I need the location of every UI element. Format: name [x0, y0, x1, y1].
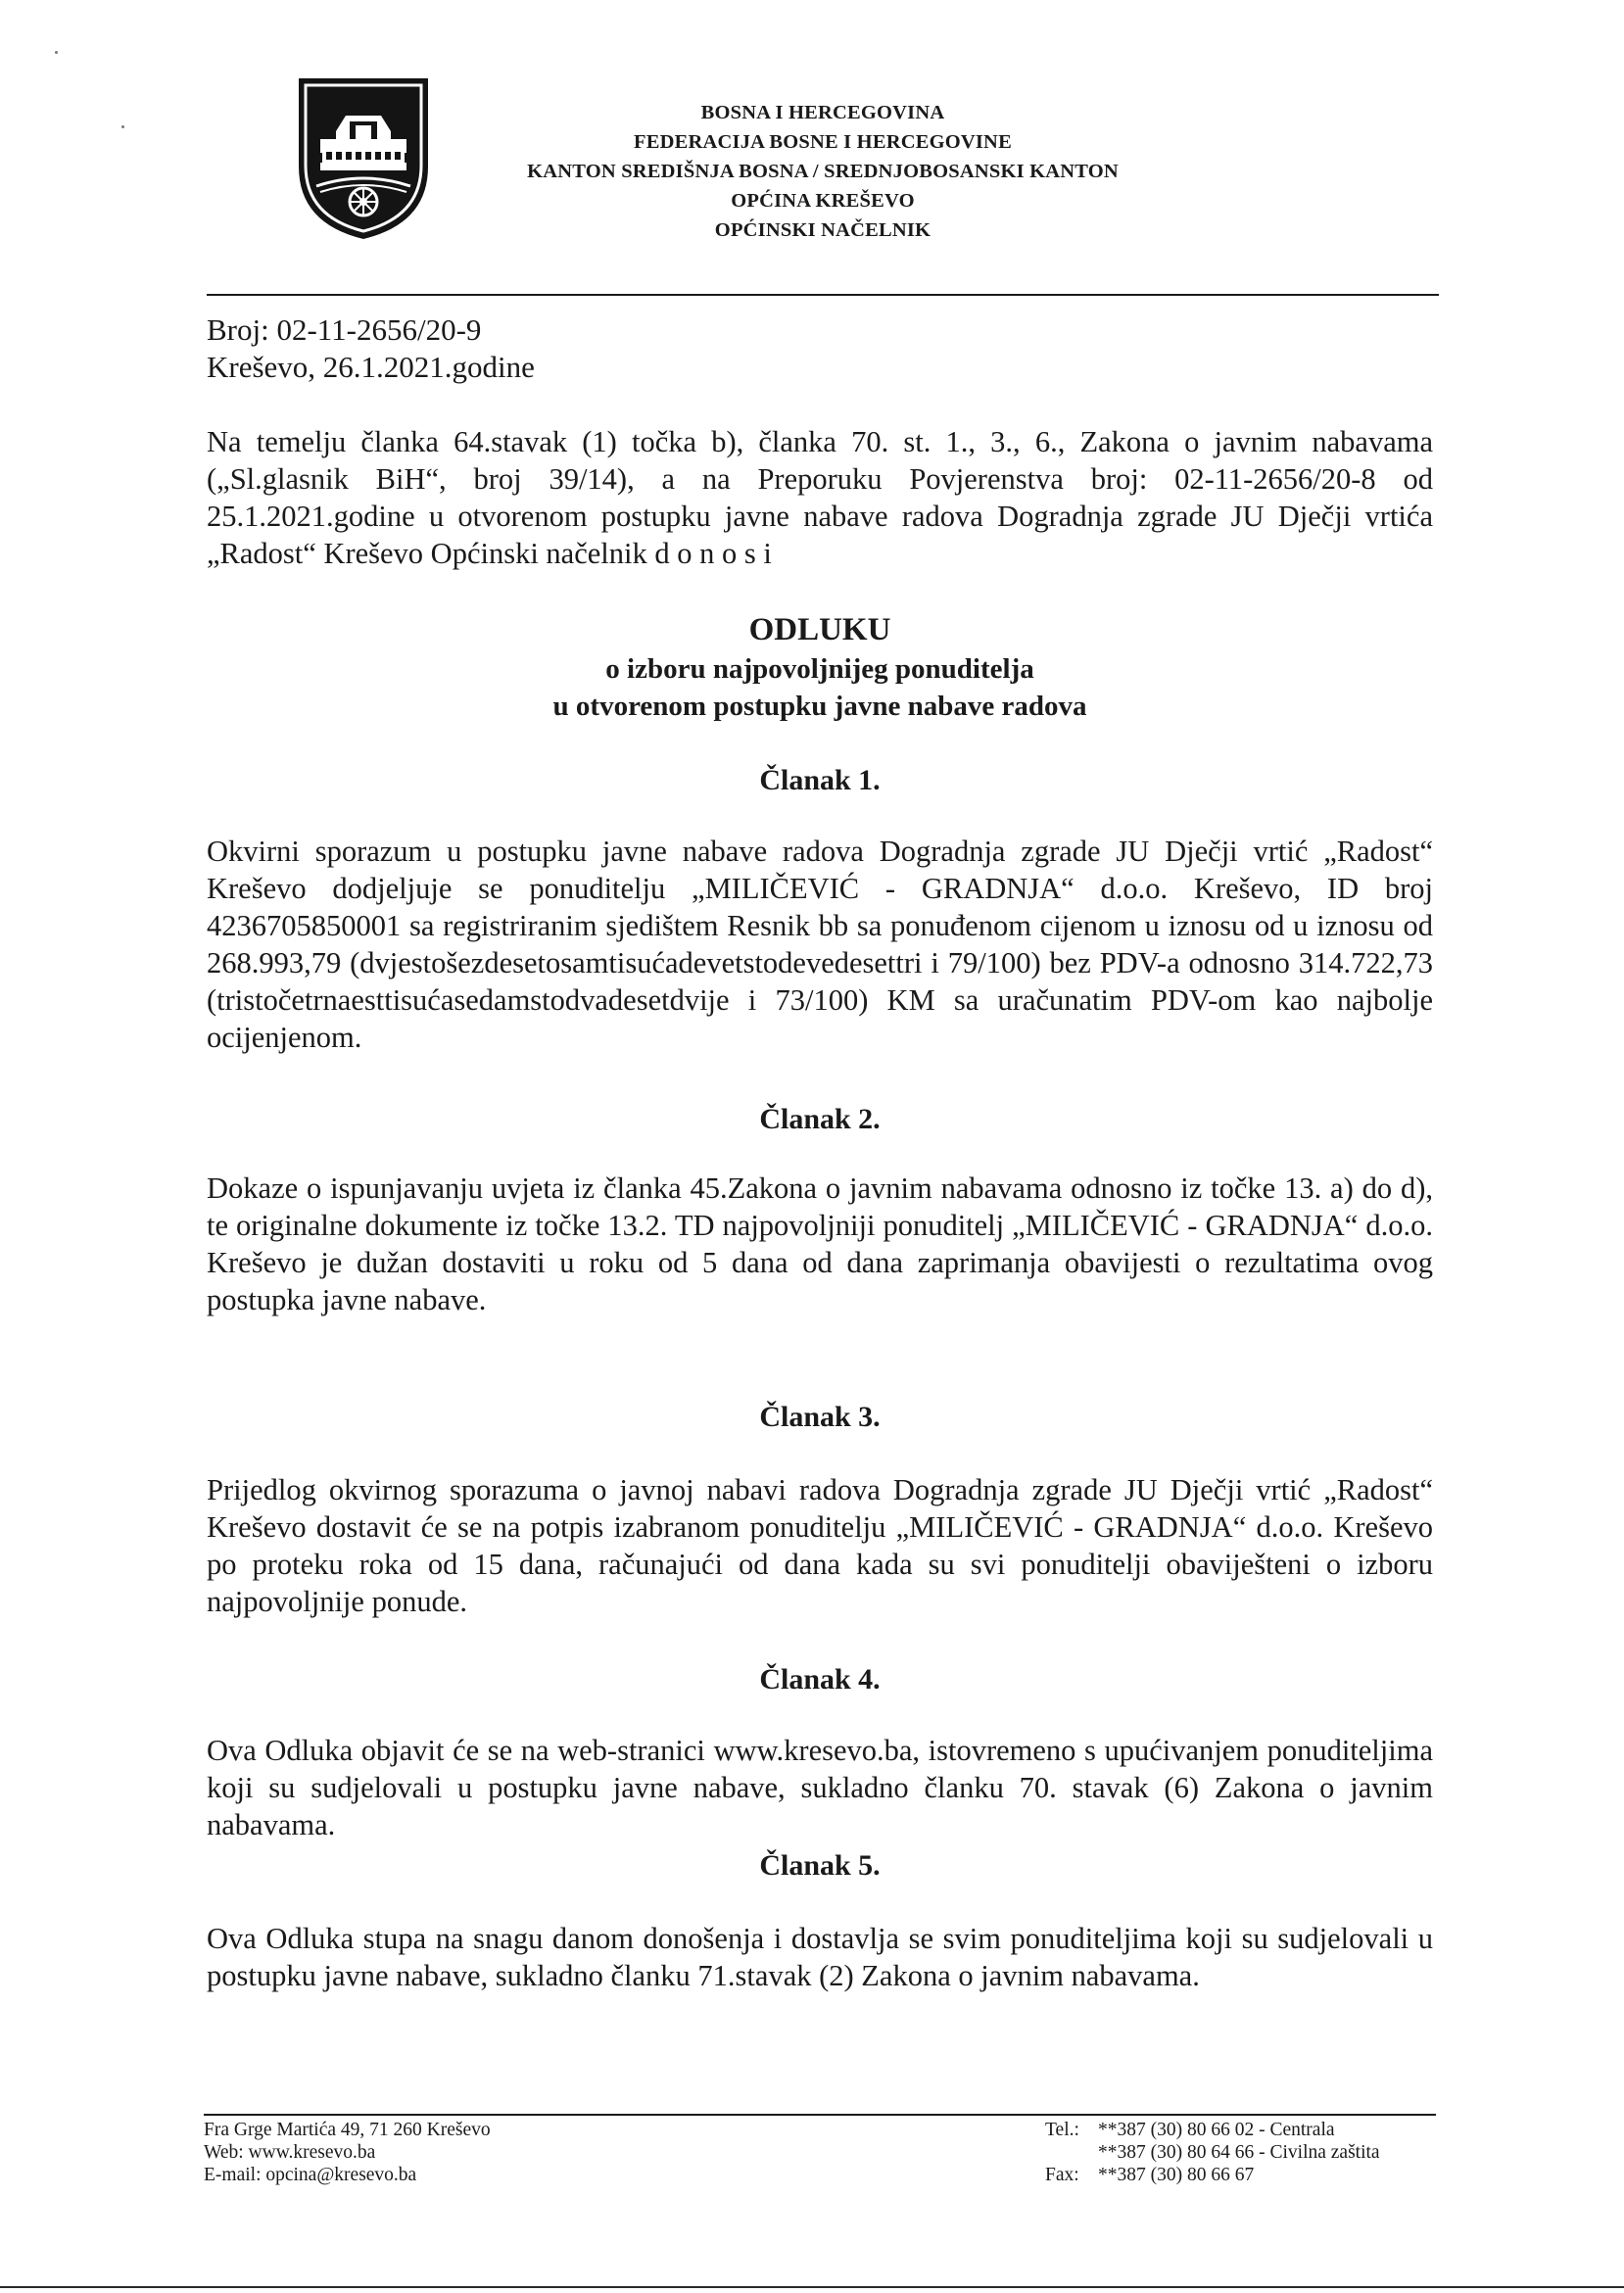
- article-heading: Članak 5.: [759, 1849, 881, 1882]
- letterhead-municipality: OPĆINA KREŠEVO: [731, 190, 915, 212]
- footer-spacer: [1045, 2141, 1094, 2164]
- letterhead-canton: KANTON SREDIŠNJA BOSNA / SREDNJOBOSANSKI KANTON: [527, 161, 1119, 182]
- article-heading: Članak 3.: [759, 1401, 881, 1433]
- footer-address: Fra Grge Martića 49, 71 260 Kreševo: [204, 2120, 491, 2140]
- preamble-paragraph: Na temelju članka 64.stavak (1) točka b), članka 70. st. 1., 3., 6., Zakona o javnim nabavama („Sl.glasnik BiH“, broj 39/14), a na Preporuku Povjerenstva broj: 02-11-2656/20-8 od 25.1.2021.godine u otvorenom postupku javne nabave radova Dogradnja zgrade JU Dječji vrtića „Radost“ Kreševo Općinski načelnik d o n o s i: [207, 425, 1433, 570]
- header-divider: [207, 294, 1439, 296]
- letterhead: [470, 98, 1175, 245]
- article-heading: Članak 1.: [759, 764, 881, 796]
- article-text: Ova Odluka objavit će se na web-stranici www.kresevo.ba, istovremeno s upućivanjem ponuditeljima koji su sudjelovali u postupku javne nabave, sukladno članku 70. stavak (6) Zakona o javnim nabavama.: [207, 1734, 1433, 1841]
- footer-contact-left: [204, 2119, 752, 2186]
- footer-email: E-mail: opcina@kresevo.ba: [204, 2165, 417, 2185]
- article-heading: Članak 4.: [759, 1663, 881, 1696]
- footer-web: Web: www.kresevo.ba: [204, 2142, 376, 2163]
- article-text: Ova Odluka stupa na snagu danom donošenja i dostavlja se svim ponuditeljima koji su sudjelovali u postupku javne nabave, sukladno članku 71.stavak (2) Zakona o javnim nabavama.: [207, 1922, 1433, 1992]
- article-text: Prijedlog okvirnog sporazuma o javnoj nabavi radova Dogradnja zgrade JU Dječji vrtić „Radost“ Kreševo dostavit će se na potpis izabranom ponuditelju „MILIČEVIĆ - GRADNJA“ d.o.o. Kreševo po proteku roka od 15 dana, računajući od dana kada su svi ponuditelji obaviješteni o izboru najpovoljnije ponude.: [207, 1473, 1433, 1618]
- letterhead-country: BOSNA I HERCEGOVINA: [700, 102, 945, 123]
- decision-subtitle: u otvorenom postupku javne nabave radova: [552, 691, 1087, 722]
- scan-speck: [55, 51, 58, 54]
- municipality-crest-icon: [297, 76, 430, 241]
- document-reference: [207, 311, 1433, 386]
- footer-tel-central: **387 (30) 80 66 02 - Centrala: [1098, 2120, 1335, 2140]
- decision-title: ODLUKU: [748, 612, 891, 647]
- article-text: Okvirni sporazum u postupku javne nabave radova Dogradnja zgrade JU Dječji vrtić „Radost“ Kreševo dodjeljuje se ponuditelju „MILIČEVIĆ - GRADNJA“ d.o.o. Kreševo, ID broj 4236705850001 sa registriranim sjedištem Resnik bb sa ponuđenom cijenom u iznosu od u iznosu od 268.993,79 (dvjestošezdesetosamtisućadevetstodevedesettri i 79/100) bez PDV-a odnosno 314.722,73 (tristočetrnaesttisućasedamstodvadesetdvije i 73/100) KM sa uračunatim PDV-om kao najbolje ocijenjenom.: [207, 835, 1433, 1054]
- article-text: Dokaze o ispunjavanju uvjeta iz članka 45.Zakona o javnim nabavama odnosno iz točke 13. a) do d), te originalne dokumente iz točke 13.2. TD najpovoljniji ponuditelj „MILIČEVIĆ - GRADNJA“ d.o.o. Kreševo je dužan dostaviti u roku od 5 dana od dana zaprimanja obavijesti o rezultatima ovog postupka javne nabave.: [207, 1171, 1433, 1316]
- footer-fax-label: Fax:: [1045, 2165, 1079, 2185]
- footer-tel-civil: **387 (30) 80 64 66 - Civilna zaštita: [1098, 2142, 1380, 2163]
- footer-fax: **387 (30) 80 66 67: [1098, 2165, 1255, 2185]
- decision-subtitle: o izboru najpovoljnijeg ponuditelja: [605, 653, 1034, 685]
- page-bottom-edge: [0, 2286, 1624, 2288]
- letterhead-office: OPĆINSKI NAČELNIK: [714, 219, 931, 241]
- document-place-date: Kreševo, 26.1.2021.godine: [207, 350, 535, 384]
- footer-contact-right: [1045, 2119, 1457, 2186]
- document-number: Broj: 02-11-2656/20-9: [207, 312, 482, 347]
- letterhead-federation: FEDERACIJA BOSNE I HERCEGOVINE: [634, 131, 1012, 153]
- article-heading: Članak 2.: [759, 1103, 881, 1135]
- footer-tel-label: Tel.:: [1045, 2120, 1079, 2140]
- footer-divider: [204, 2114, 1436, 2116]
- scan-speck: [121, 125, 124, 128]
